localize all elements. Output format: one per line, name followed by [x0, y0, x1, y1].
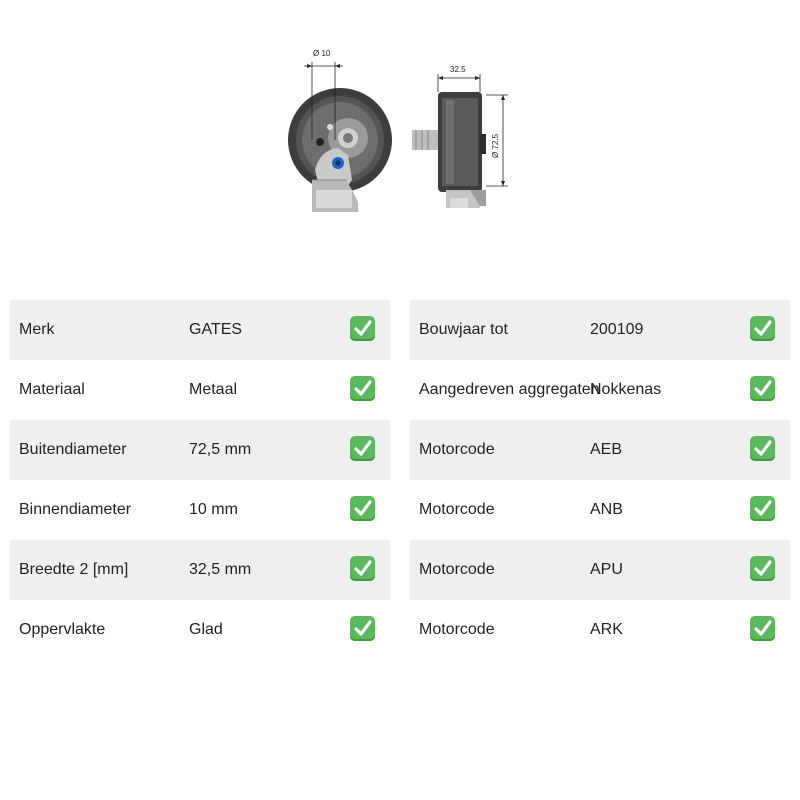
outer-diameter-label: Ø 72.5 [491, 133, 500, 158]
spec-row [10, 600, 390, 660]
spec-table-left [10, 300, 390, 660]
width-label: 32.5 [450, 65, 466, 74]
spec-row [410, 480, 790, 540]
spec-row [10, 540, 390, 600]
spec-value: 72,5 mm [189, 441, 252, 458]
check-mark-icon [350, 496, 375, 521]
check-mark-icon [750, 616, 775, 641]
spec-label: Merk [19, 321, 55, 338]
pulley-front-view [288, 88, 392, 212]
spec-row [410, 540, 790, 600]
check-mark-icon [350, 316, 375, 341]
spec-value: APU [590, 561, 623, 578]
check-mark-icon [350, 436, 375, 461]
check-mark-icon [750, 436, 775, 461]
spec-row [410, 420, 790, 480]
spec-label: Oppervlakte [19, 621, 106, 638]
spec-row [10, 300, 390, 360]
width-dimension [438, 74, 480, 92]
check-mark-icon [350, 376, 375, 401]
spec-label: Materiaal [19, 381, 85, 398]
spec-label: Buitendiameter [19, 441, 127, 458]
spec-value: Glad [189, 621, 223, 638]
pulley-side-view [412, 92, 486, 208]
spec-value: ANB [590, 501, 623, 518]
check-mark-icon [750, 496, 775, 521]
spec-value: 32,5 mm [189, 561, 252, 578]
check-mark-icon [350, 616, 375, 641]
check-mark-icon [750, 316, 775, 341]
spec-label: Binnendiameter [19, 501, 132, 518]
spec-row [10, 420, 390, 480]
check-mark-icon [750, 556, 775, 581]
spec-label: Aangedreven aggregaten [419, 381, 600, 398]
spec-row [410, 300, 790, 360]
spec-label: Breedte 2 [mm] [19, 561, 129, 578]
spec-row [410, 600, 790, 660]
spec-row [10, 360, 390, 420]
spec-label: Motorcode [419, 561, 495, 578]
check-mark-icon [750, 376, 775, 401]
spec-value: ARK [590, 621, 623, 638]
spec-row [410, 360, 790, 420]
spec-label: Motorcode [419, 621, 495, 638]
check-mark-icon [350, 556, 375, 581]
spec-value: Nokkenas [590, 381, 662, 398]
spec-table-right [410, 300, 790, 660]
spec-label: Bouwjaar tot [419, 321, 508, 338]
spec-label: Motorcode [419, 441, 495, 458]
spec-label: Motorcode [419, 501, 495, 518]
inner-diameter-label: Ø 10 [313, 49, 331, 58]
spec-value: GATES [189, 321, 243, 338]
spec-value: 10 mm [189, 501, 238, 518]
spec-row [10, 480, 390, 540]
spec-value: 200109 [590, 321, 644, 338]
spec-value: AEB [590, 441, 623, 458]
spec-value: Metaal [189, 381, 238, 398]
product-technical-drawing [260, 30, 560, 230]
